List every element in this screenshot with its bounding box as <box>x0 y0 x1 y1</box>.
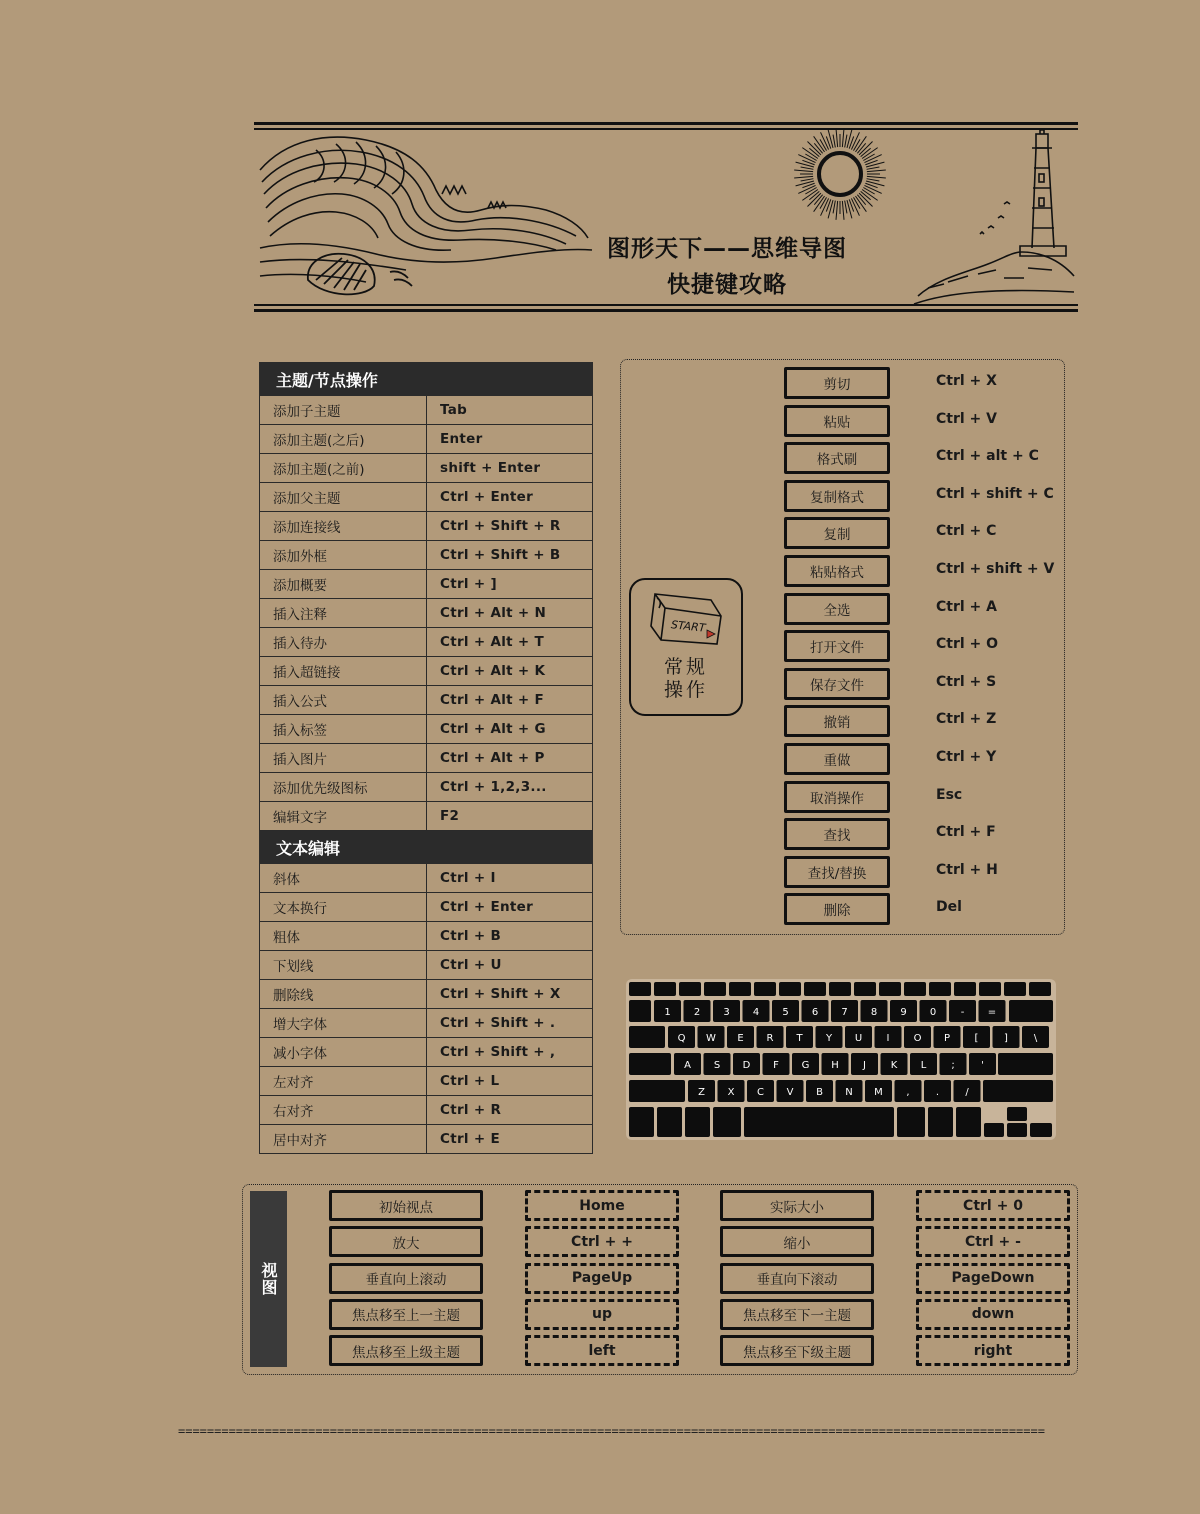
banner-subtitle: 快捷键攻略 <box>667 272 787 298</box>
general-operation-keys: Ctrl + Z <box>936 711 997 728</box>
shortcut-keys: F2 <box>427 802 593 831</box>
shortcut-keys: Ctrl + L <box>427 1067 593 1096</box>
keyboard-key-label: F <box>773 1060 779 1071</box>
keyboard-key-label: ; <box>951 1060 955 1071</box>
shortcut-keys: shift + Enter <box>427 454 593 483</box>
windows-key <box>685 1107 710 1137</box>
shortcut-action: 文本换行 <box>260 893 427 922</box>
sun-ray <box>836 201 838 220</box>
table-row <box>260 744 593 773</box>
shortcut-action: 左对齐 <box>260 1067 427 1096</box>
table-section-header <box>260 363 593 396</box>
sun-ray <box>866 181 884 186</box>
shortcut-action: 插入图片 <box>260 744 427 773</box>
table-row <box>260 951 593 980</box>
keyboard-key-label: U <box>854 1033 863 1044</box>
keyboard-key-label: O <box>913 1033 922 1044</box>
table-row <box>260 922 593 951</box>
keyboard-key-label: T <box>796 1033 803 1044</box>
shortcut-action: 添加子主题 <box>260 396 427 425</box>
keyboard-key-label: M <box>874 1087 883 1098</box>
keyboard-key-label: = <box>987 1007 997 1018</box>
keyboard-key-label: G <box>801 1060 810 1071</box>
bottom-divider: ======================================================================================================================== <box>178 1424 1045 1438</box>
table-row <box>260 1009 593 1038</box>
keyboard-key-label: ' <box>981 1060 984 1071</box>
banner-bottom-rule <box>254 309 1078 312</box>
shortcut-keys: Ctrl + I <box>427 864 593 893</box>
shortcut-action: 添加概要 <box>260 570 427 599</box>
sun-ray <box>833 201 835 214</box>
table-row <box>260 425 593 454</box>
function-key <box>1029 982 1051 996</box>
keyboard-key-label: 4 <box>752 1007 760 1018</box>
sun-ray <box>805 154 816 161</box>
view-action-button[interactable]: 焦点移至上一主题 <box>329 1299 483 1330</box>
ctrl-key <box>629 1107 654 1137</box>
view-action-button[interactable]: 垂直向上滚动 <box>329 1263 483 1294</box>
keyboard-key-label: P <box>943 1033 951 1044</box>
general-operation-button[interactable]: 查找 <box>784 818 890 850</box>
sun-ray <box>801 179 814 181</box>
function-key <box>679 982 701 996</box>
table-row <box>260 980 593 1009</box>
shortcut-keys: Ctrl + Alt + T <box>427 628 593 657</box>
table-row <box>260 1038 593 1067</box>
sun-ray <box>867 167 880 169</box>
function-key <box>729 982 751 996</box>
sun-ray <box>794 176 813 178</box>
function-key <box>879 982 901 996</box>
view-shortcut-keys: Ctrl + - <box>916 1226 1070 1257</box>
view-action-button[interactable]: 垂直向下滚动 <box>720 1263 874 1294</box>
table-row <box>260 686 593 715</box>
keyboard-key-label: A <box>684 1060 691 1071</box>
keyboard-key-label: K <box>890 1060 898 1071</box>
shortcut-keys: Tab <box>427 396 593 425</box>
general-operation-keys: Ctrl + F <box>936 824 996 841</box>
section-heading: 主题/节点操作 <box>260 363 593 396</box>
sun-ray <box>820 197 827 208</box>
sun-ray <box>845 135 847 148</box>
view-shortcut-keys: PageDown <box>916 1263 1070 1294</box>
keyboard-key-label: J <box>863 1060 866 1071</box>
shortcut-keys: Ctrl + U <box>427 951 593 980</box>
shortcut-table <box>259 362 593 1154</box>
backtick-key <box>629 1000 651 1022</box>
sun-ray <box>866 162 884 167</box>
shortcut-keys: Ctrl + Shift + R <box>427 512 593 541</box>
shortcut-keys: Enter <box>427 425 593 454</box>
shortcut-action: 插入公式 <box>260 686 427 715</box>
keyboard-key-label: 8 <box>870 1007 878 1018</box>
sun-ray <box>867 179 880 181</box>
section-heading: 文本编辑 <box>260 831 593 864</box>
keyboard-key-label: - <box>960 1007 965 1018</box>
shortcut-action: 插入超链接 <box>260 657 427 686</box>
function-key <box>904 982 926 996</box>
keyboard-key-label: L <box>920 1060 927 1071</box>
keyboard-key-label: N <box>845 1087 853 1098</box>
sun-ray <box>820 139 827 150</box>
shortcut-keys: Ctrl + Shift + . <box>427 1009 593 1038</box>
function-key <box>979 982 1001 996</box>
lighthouse-illustration <box>908 128 1078 304</box>
general-operation-keys: Ctrl + X <box>936 373 997 389</box>
sun-ray <box>828 130 833 148</box>
function-key <box>654 982 676 996</box>
general-operation-keys: Ctrl + Y <box>936 749 997 765</box>
shortcut-action: 居中对齐 <box>260 1125 427 1154</box>
function-key <box>954 982 976 996</box>
shortcut-action: 减小字体 <box>260 1038 427 1067</box>
sun-ray <box>845 201 847 214</box>
sun-ray <box>847 200 852 218</box>
backspace-key <box>1009 1000 1053 1022</box>
general-operation-button[interactable]: 全选 <box>784 593 890 625</box>
keyboard-key-label: [ <box>974 1033 979 1044</box>
view-action-button[interactable]: 放大 <box>329 1226 483 1257</box>
shortcut-action: 添加外框 <box>260 541 427 570</box>
shortcut-action: 添加连接线 <box>260 512 427 541</box>
keyboard-key-label: R <box>766 1033 774 1044</box>
view-action-button[interactable]: 初始视点 <box>329 1190 483 1221</box>
general-operations-panel <box>620 359 1065 935</box>
shortcut-keys: Ctrl + Alt + F <box>427 686 593 715</box>
general-operation-keys: Ctrl + alt + C <box>936 448 1039 465</box>
general-operations-label-line2: 操作 <box>663 679 708 701</box>
sun-ray <box>867 176 886 178</box>
sun-ray <box>796 162 814 167</box>
general-operation-keys: Ctrl + V <box>936 410 997 427</box>
caps-lock-key <box>629 1053 671 1075</box>
function-key <box>779 982 801 996</box>
arrow-down-key <box>1007 1123 1027 1137</box>
general-operation-button[interactable]: 撤销 <box>784 705 890 737</box>
keyboard-key-label: 6 <box>811 1007 819 1018</box>
shortcut-action: 编辑文字 <box>260 802 427 831</box>
function-key <box>754 982 776 996</box>
general-operation-keys: Del <box>936 899 962 916</box>
banner-title: 图形天下——思维导图 <box>607 236 847 262</box>
keyboard-key-label: B <box>816 1087 823 1098</box>
start-key-label: START <box>670 618 707 635</box>
general-operation-button[interactable]: 粘贴格式 <box>784 555 890 587</box>
shortcut-action: 增大字体 <box>260 1009 427 1038</box>
table-row <box>260 570 593 599</box>
table-row <box>260 1067 593 1096</box>
general-operation-keys: Ctrl + C <box>936 523 997 540</box>
table-row <box>260 657 593 686</box>
start-key-icon <box>645 586 727 658</box>
view-action-button[interactable]: 实际大小 <box>720 1190 874 1221</box>
shortcut-keys: Ctrl + Shift + X <box>427 980 593 1009</box>
general-operation-keys: Ctrl + A <box>936 598 997 615</box>
table-row <box>260 628 593 657</box>
keyboard-key-label: \ <box>1033 1033 1038 1044</box>
shortcut-keys: Ctrl + Alt + P <box>427 744 593 773</box>
shortcut-action: 添加父主题 <box>260 483 427 512</box>
keyboard-key-label: 1 <box>664 1007 671 1018</box>
keyboard-key-label: . <box>935 1087 940 1098</box>
sun-illustration <box>792 126 888 222</box>
function-key <box>854 982 876 996</box>
general-operation-button[interactable]: 删除 <box>784 893 890 925</box>
shortcut-action: 粗体 <box>260 922 427 951</box>
general-operation-button[interactable]: 取消操作 <box>784 781 890 813</box>
table-row <box>260 483 593 512</box>
view-shortcut-keys: left <box>525 1335 679 1366</box>
keyboard-key-label: , <box>906 1087 910 1098</box>
shortcut-action: 插入标签 <box>260 715 427 744</box>
sun-ray <box>854 139 861 150</box>
keyboard-key-label: H <box>831 1060 839 1071</box>
view-shortcut-keys: Ctrl + + <box>525 1226 679 1257</box>
keyboard-key-label: 2 <box>693 1007 701 1018</box>
shortcut-action: 删除线 <box>260 980 427 1009</box>
general-operation-button[interactable]: 查找/替换 <box>784 856 890 888</box>
general-operation-keys: Ctrl + shift + V <box>936 561 1055 577</box>
view-shortcut-keys: down <box>916 1299 1070 1330</box>
alt-right-key <box>897 1107 925 1137</box>
sun-ray <box>842 128 844 147</box>
view-shortcut-keys: up <box>525 1299 679 1330</box>
shortcut-action: 添加主题(之前) <box>260 454 427 483</box>
space-key <box>744 1107 894 1137</box>
arrow-up-key <box>1007 1107 1027 1121</box>
keyboard-key-label: D <box>742 1060 751 1071</box>
sun-ray <box>854 197 861 208</box>
function-key <box>829 982 851 996</box>
keyboard-key-label: E <box>737 1033 744 1044</box>
general-operation-button[interactable]: 格式刷 <box>784 442 890 474</box>
general-operations-label <box>631 656 741 702</box>
arrow-right-key <box>1030 1123 1052 1137</box>
keyboard-illustration <box>626 979 1056 1140</box>
function-key <box>804 982 826 996</box>
keyboard-key-label: Q <box>677 1033 686 1044</box>
shortcut-keys: Ctrl + Alt + N <box>427 599 593 628</box>
shortcut-keys: Ctrl + R <box>427 1096 593 1125</box>
view-section-label: 视图 <box>250 1191 287 1367</box>
left-shift-key <box>629 1080 685 1102</box>
shortcut-action: 添加优先级图标 <box>260 773 427 802</box>
keyboard-key-label: ] <box>1004 1033 1008 1044</box>
view-action-button[interactable]: 缩小 <box>720 1226 874 1257</box>
keyboard-key-label: 7 <box>841 1007 848 1018</box>
shortcut-keys: Ctrl + ] <box>427 570 593 599</box>
view-shortcut-keys: Ctrl + 0 <box>916 1190 1070 1221</box>
keyboard-key-label: Y <box>825 1033 833 1044</box>
shortcut-keys: Ctrl + 1,2,3... <box>427 773 593 802</box>
keyboard-key-label: 5 <box>782 1007 789 1018</box>
general-operation-button[interactable]: 保存文件 <box>784 668 890 700</box>
menu-key <box>928 1107 953 1137</box>
shortcut-action: 下划线 <box>260 951 427 980</box>
view-action-button[interactable]: 焦点移至下级主题 <box>720 1335 874 1366</box>
sun-ray <box>794 170 813 172</box>
table-row <box>260 599 593 628</box>
function-key <box>1004 982 1026 996</box>
table-row <box>260 396 593 425</box>
keyboard-key-label: Z <box>698 1087 705 1098</box>
general-operation-keys: Ctrl + O <box>936 636 999 653</box>
general-operation-keys: Ctrl + H <box>936 861 998 878</box>
table-row <box>260 802 593 831</box>
keyboard-key-label: I <box>886 1033 890 1044</box>
keyboard-key-label: 9 <box>900 1007 907 1018</box>
shortcut-action: 插入注释 <box>260 599 427 628</box>
sun-ray <box>833 135 835 148</box>
sun-ray <box>863 154 874 161</box>
keyboard-key-label: W <box>706 1033 716 1044</box>
shortcut-keys: Ctrl + Shift + B <box>427 541 593 570</box>
alt-key <box>713 1107 741 1137</box>
sun-ray <box>842 201 844 220</box>
sun-ray <box>801 167 814 169</box>
general-operation-button[interactable]: 复制 <box>784 517 890 549</box>
function-key <box>704 982 726 996</box>
keyboard-key-label: X <box>727 1087 735 1098</box>
view-action-button[interactable]: 焦点移至下一主题 <box>720 1299 874 1330</box>
shortcut-keys: Ctrl + Enter <box>427 483 593 512</box>
general-operations-label-line1: 常规 <box>663 656 708 678</box>
view-shortcut-keys: Home <box>525 1190 679 1221</box>
general-operation-button[interactable]: 粘贴 <box>784 405 890 437</box>
table-row <box>260 893 593 922</box>
sun-ray <box>847 130 852 148</box>
general-operation-button[interactable]: 复制格式 <box>784 480 890 512</box>
shortcut-keys: Ctrl + E <box>427 1125 593 1154</box>
table-row <box>260 1096 593 1125</box>
wave-illustration <box>256 130 596 305</box>
sun-ray <box>796 181 814 186</box>
general-operation-button[interactable]: 打开文件 <box>784 630 890 662</box>
fn-key <box>657 1107 682 1137</box>
shortcut-keys: Ctrl + B <box>427 922 593 951</box>
table-row <box>260 541 593 570</box>
general-operation-keys: Ctrl + S <box>936 673 997 690</box>
shortcut-action: 添加主题(之后) <box>260 425 427 454</box>
view-shortcut-keys: PageUp <box>525 1263 679 1294</box>
sun-ray <box>805 188 816 195</box>
shortcut-keys: Ctrl + Alt + G <box>427 715 593 744</box>
sun-ray <box>863 188 874 195</box>
shortcut-keys: Ctrl + Enter <box>427 893 593 922</box>
keyboard-key-label: / <box>965 1087 969 1098</box>
shortcut-keys: Ctrl + Alt + K <box>427 657 593 686</box>
general-operation-button[interactable]: 重做 <box>784 743 890 775</box>
shortcut-action: 插入待办 <box>260 628 427 657</box>
table-row <box>260 864 593 893</box>
keyboard-key-label: 3 <box>723 1007 730 1018</box>
keyboard-key-label: S <box>713 1060 721 1071</box>
general-operations-badge <box>629 578 743 716</box>
header-banner <box>254 120 1078 314</box>
sun-ray <box>828 200 833 218</box>
view-panel <box>242 1184 1078 1375</box>
general-operation-keys: Esc <box>936 786 963 803</box>
ctrl-right-key <box>956 1107 981 1137</box>
view-shortcut-keys: right <box>916 1335 1070 1366</box>
table-row <box>260 773 593 802</box>
enter-key <box>998 1053 1053 1075</box>
general-operation-button[interactable]: 剪切 <box>784 367 890 399</box>
sun-ray <box>867 170 886 172</box>
right-shift-key <box>983 1080 1053 1102</box>
table-row <box>260 715 593 744</box>
table-section-header <box>260 831 593 864</box>
function-key <box>929 982 951 996</box>
keyboard-key-label: V <box>786 1087 794 1098</box>
view-action-button[interactable]: 焦点移至上级主题 <box>329 1335 483 1366</box>
shortcut-action: 右对齐 <box>260 1096 427 1125</box>
general-operation-keys: Ctrl + shift + C <box>936 485 1054 502</box>
arrow-left-key <box>984 1123 1004 1137</box>
sun-ray <box>836 128 838 147</box>
banner-top-rule <box>254 122 1078 125</box>
table-row <box>260 512 593 541</box>
keyboard-key-label: C <box>757 1087 764 1098</box>
tab-key <box>629 1026 665 1048</box>
table-row <box>260 454 593 483</box>
shortcut-action: 斜体 <box>260 864 427 893</box>
keyboard-key-label: 0 <box>929 1007 937 1018</box>
shortcut-keys: Ctrl + Shift + , <box>427 1038 593 1067</box>
table-row <box>260 1125 593 1154</box>
function-key <box>629 982 651 996</box>
